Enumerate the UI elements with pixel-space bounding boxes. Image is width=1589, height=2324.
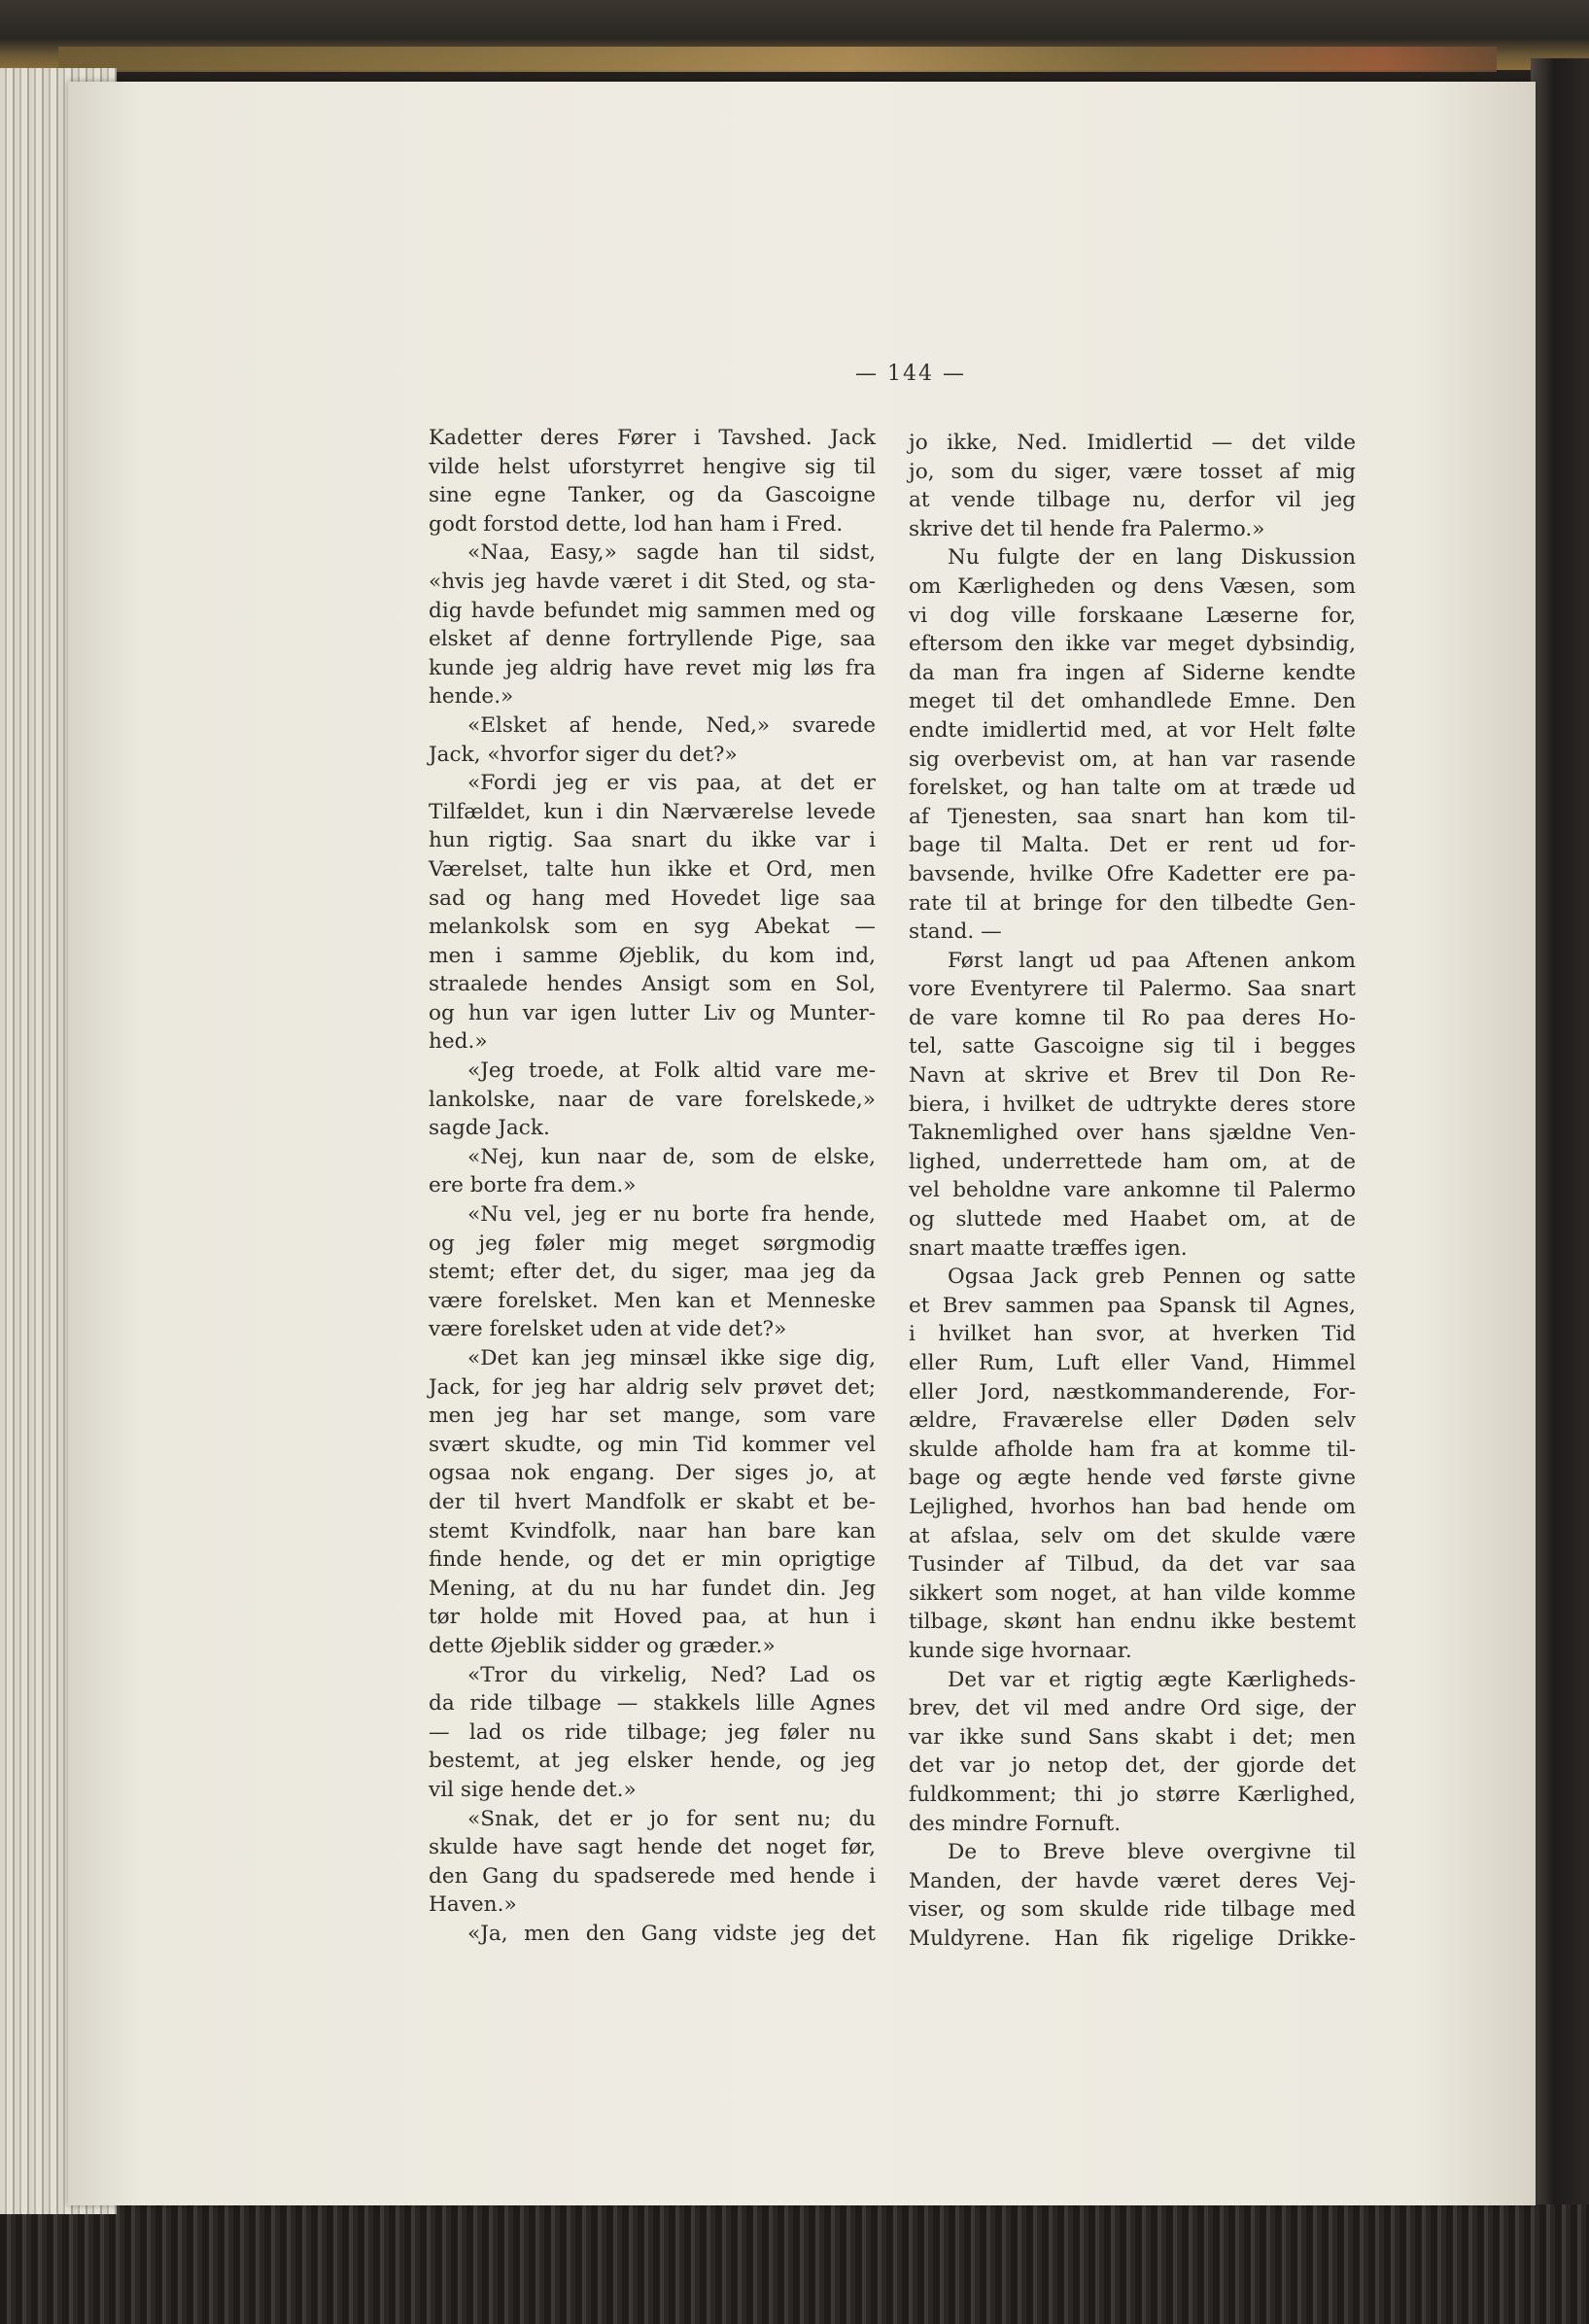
text-line: der til hvert Mandfolk er skabt et be- bbox=[429, 1489, 876, 1514]
text-line: Navn at skrive et Brev til Don Re- bbox=[909, 1063, 1356, 1089]
text-line: det var jo netop det, der gjorde det bbox=[909, 1753, 1356, 1779]
text-line: Lejlighed, hvorhos han bad hende om bbox=[909, 1494, 1356, 1519]
text-line: skulde have sagt hende det noget før, bbox=[429, 1835, 876, 1860]
text-line: sig overbevist om, at han var rasende bbox=[909, 746, 1356, 772]
text-line: «Naa, Easy,» sagde han til sidst, bbox=[467, 540, 876, 566]
text-line: om Kærligheden og dens Væsen, som bbox=[909, 573, 1356, 599]
text-line: ældre, Fraværelse eller Døden selv bbox=[909, 1408, 1356, 1434]
text-line: «hvis jeg havde været i dit Sted, og sta- bbox=[429, 569, 876, 594]
text-line: biera, i hvilket de udtrykte deres store bbox=[909, 1092, 1356, 1117]
text-line: Det var et rigtig ægte Kærligheds- bbox=[948, 1667, 1356, 1692]
text-line: Ogsaa Jack greb Pennen og satte bbox=[948, 1265, 1356, 1290]
text-line: kunde sige hvornaar. bbox=[909, 1638, 1132, 1663]
text-line: De to Breve bleve overgivne til bbox=[948, 1840, 1356, 1865]
text-line: eller Rum, Luft eller Vand, Himmel bbox=[909, 1351, 1356, 1375]
text-line: tel, satte Gascoigne sig til i begges bbox=[909, 1034, 1356, 1059]
text-line: være forelsket uden at vide det?» bbox=[429, 1317, 787, 1342]
text-line: jo, som du siger, være tosset af mig bbox=[909, 459, 1356, 484]
text-line: «Ja, men den Gang vidste jeg det bbox=[467, 1921, 876, 1946]
text-line: ogsaa nok engang. Der siges jo, at bbox=[429, 1461, 876, 1486]
text-line: jo ikke, Ned. Imidlertid — det vilde bbox=[909, 431, 1356, 455]
text-line: «Snak, det er jo for sent nu; du bbox=[467, 1806, 876, 1831]
text-line: «Nej, kun naar de, som de elske, bbox=[467, 1144, 876, 1169]
text-line: Tusinder af Tilbud, da det var saa bbox=[909, 1552, 1356, 1578]
text-line: men jeg har set mange, som vare bbox=[429, 1404, 876, 1429]
text-line: svært skudte, og min Tid kommer vel bbox=[429, 1432, 876, 1457]
text-line: straalede hendes Ansigt som en Sol, bbox=[429, 972, 876, 997]
left-text-column bbox=[429, 424, 876, 1948]
text-line: sad og hang med Hovedet lige saa bbox=[429, 885, 876, 911]
text-line: des mindre Fornuft. bbox=[909, 1811, 1122, 1836]
text-line: Tilfældet, kun i din Nærværelse levede bbox=[429, 799, 876, 824]
text-line: at vende tilbage nu, derfor vil jeg bbox=[909, 488, 1356, 513]
text-line: «Tror du virkelig, Ned? Lad os bbox=[467, 1662, 876, 1687]
text-line: være forelsket. Men kan et Menneske bbox=[429, 1288, 876, 1313]
text-line: elsket af denne fortryllende Pige, saa bbox=[429, 627, 876, 652]
text-line: hed.» bbox=[429, 1029, 488, 1055]
text-line: kunde jeg aldrig have revet mig løs fra bbox=[429, 655, 876, 680]
text-line: «Fordi jeg er vis paa, at det er bbox=[467, 771, 876, 796]
text-line: i hvilket han svor, at hverken Tid bbox=[909, 1322, 1356, 1347]
text-line: bage til Malta. Det er rent ud for- bbox=[909, 833, 1356, 858]
text-line: fuldkomment; thi jo større Kærlighed, bbox=[909, 1782, 1356, 1807]
text-line: Haven.» bbox=[429, 1892, 517, 1918]
text-line: men i samme Øjeblik, du kom ind, bbox=[429, 943, 876, 968]
text-line: eftersom den ikke var meget dybsindig, bbox=[909, 632, 1356, 657]
book-edge-band bbox=[58, 47, 1497, 72]
text-line: — lad os ride tilbage; jeg føler nu bbox=[429, 1719, 876, 1745]
text-line: Mening, at du nu har fundet din. Jeg bbox=[429, 1576, 876, 1601]
text-line: og jeg føler mig meget sørgmodig bbox=[429, 1231, 876, 1256]
text-line: Kadetter deres Fører i Tavshed. Jack bbox=[429, 426, 876, 450]
text-line: Taknemlighed over hans sjældne Ven- bbox=[909, 1121, 1356, 1146]
text-line: viser, og som skulde ride tilbage med bbox=[909, 1897, 1356, 1923]
text-line: Jack, «hvorfor siger du det?» bbox=[429, 742, 738, 767]
text-line: skrive det til hende fra Palermo.» bbox=[909, 516, 1265, 541]
text-line: godt forstod dette, lod han ham i Fred. bbox=[429, 511, 844, 537]
right-text-column bbox=[909, 429, 1356, 1953]
text-line: endte imidlertid med, at vor Helt følte bbox=[909, 717, 1356, 743]
text-line: «Elsket af hende, Ned,» svarede bbox=[467, 712, 876, 738]
right-background bbox=[1531, 58, 1589, 2216]
text-line: var ikke sund Sans skabt i det; men bbox=[909, 1724, 1356, 1750]
text-line: ere borte fra dem.» bbox=[429, 1173, 637, 1198]
text-line: stemt Kvindfolk, naar han bare kan bbox=[429, 1518, 876, 1544]
text-line: hende.» bbox=[429, 684, 514, 710]
text-line: hun rigtig. Saa snart du ikke var i bbox=[429, 828, 876, 853]
text-line: dette Øjeblik sidder og græder.» bbox=[429, 1633, 776, 1658]
text-line: melankolsk som en syg Abekat — bbox=[429, 915, 876, 940]
text-line: bestemt, at jeg elsker hende, og jeg bbox=[429, 1749, 876, 1774]
text-line: finde hende, og det er min oprigtige bbox=[429, 1547, 876, 1573]
text-line: meget til det omhandlede Emne. Den bbox=[909, 689, 1356, 714]
text-line: da ride tilbage — stakkels lille Agnes bbox=[429, 1691, 876, 1717]
text-line: stand. — bbox=[909, 919, 1002, 945]
text-line: vore Eventyrere til Palermo. Saa snart bbox=[909, 977, 1356, 1002]
bottom-background bbox=[0, 2204, 1589, 2324]
text-line: at afslaa, selv om det skulde være bbox=[909, 1523, 1356, 1548]
text-line: vel beholdne vare ankomne til Palermo bbox=[909, 1178, 1356, 1203]
text-line: af Tjenesten, saa snart han kom til- bbox=[909, 804, 1356, 829]
text-line: tør holde mit Hoved paa, at hun i bbox=[429, 1605, 876, 1630]
text-line: et Brev sammen paa Spansk til Agnes, bbox=[909, 1293, 1356, 1318]
text-line: sagde Jack. bbox=[429, 1116, 550, 1141]
text-line: «Nu vel, jeg er nu borte fra hende, bbox=[467, 1202, 876, 1228]
text-line: vilde helst uforstyrret hengive sig til bbox=[429, 454, 876, 479]
text-line: dig havde befundet mig sammen med og bbox=[429, 598, 876, 623]
text-line: Værelset, talte hun ikke et Ord, men bbox=[429, 856, 876, 882]
text-line: da man fra ingen af Siderne kendte bbox=[909, 660, 1356, 685]
text-line: vi dog ville forskaane Læserne for, bbox=[909, 603, 1356, 628]
text-line: lighed, underrettede ham om, at de bbox=[909, 1149, 1356, 1174]
text-line: rate til at bringe for den tilbedte Gen- bbox=[909, 890, 1356, 916]
text-line: stemt; efter det, du siger, maa jeg da bbox=[429, 1260, 876, 1285]
text-line: Muldyrene. Han fik rigelige Drikke- bbox=[909, 1925, 1356, 1951]
text-line: eller Jord, næstkommanderende, For- bbox=[909, 1379, 1356, 1405]
text-line: brev, det vil med andre Ord sige, der bbox=[909, 1696, 1356, 1721]
text-line: Først langt ud paa Aftenen ankom bbox=[948, 948, 1356, 973]
text-line: bage og ægte hende ved første givne bbox=[909, 1466, 1356, 1491]
text-line: og sluttede med Haabet om, at de bbox=[909, 1207, 1356, 1232]
text-line: «Jeg troede, at Folk altid vare me- bbox=[467, 1058, 876, 1084]
text-line: den Gang du spadserede med hende i bbox=[429, 1863, 876, 1889]
text-line: «Det kan jeg minsæl ikke sige dig, bbox=[467, 1346, 876, 1370]
text-line: og hun var igen lutter Liv og Munter- bbox=[429, 1000, 876, 1025]
text-line: Jack, for jeg har aldrig selv prøvet det; bbox=[429, 1374, 876, 1400]
text-line: skulde afholde ham fra at komme til- bbox=[909, 1437, 1356, 1462]
text-line: sikkert som noget, at han vilde komme bbox=[909, 1580, 1356, 1606]
page-number: — 144 — bbox=[855, 362, 966, 386]
text-line: de vare komne til Ro paa deres Ho- bbox=[909, 1005, 1356, 1030]
text-line: forelsket, og han talte om at træde ud bbox=[909, 776, 1356, 801]
text-line: Nu fulgte der en lang Diskussion bbox=[948, 545, 1356, 571]
text-line: sine egne Tanker, og da Gascoigne bbox=[429, 483, 876, 508]
text-line: vil sige hende det.» bbox=[429, 1777, 637, 1802]
text-line: snart maatte træffes igen. bbox=[909, 1235, 1188, 1261]
text-line: Manden, der havde været deres Vej- bbox=[909, 1868, 1356, 1893]
text-line: bavsende, hvilke Ofre Kadetter ere pa- bbox=[909, 861, 1356, 886]
text-line: lankolske, naar de vare forelskede,» bbox=[429, 1087, 876, 1112]
text-line: tilbage, skønt han endnu ikke bestemt bbox=[909, 1610, 1356, 1635]
